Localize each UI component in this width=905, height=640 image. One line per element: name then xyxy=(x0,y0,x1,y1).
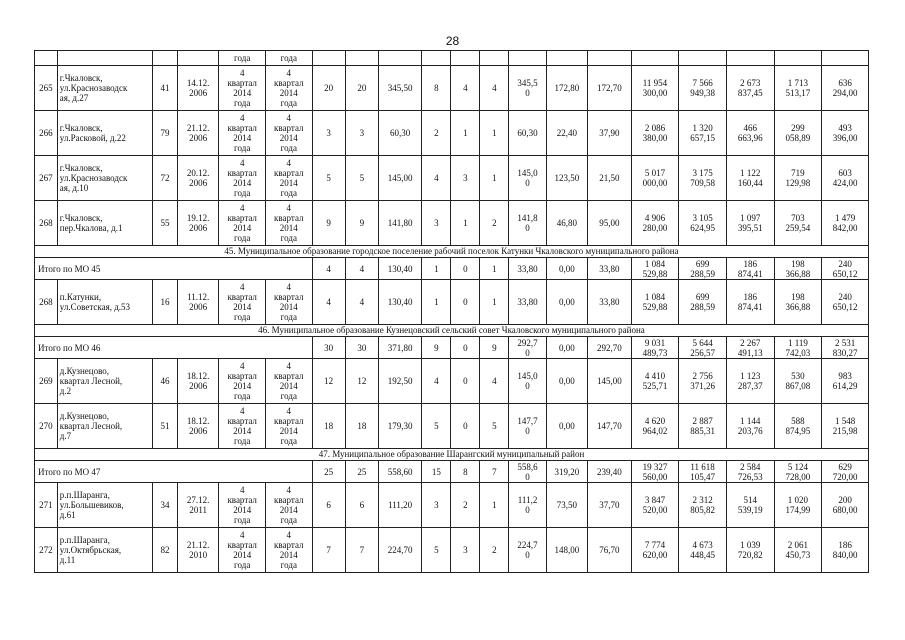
value-cell: 2 267 491,13 xyxy=(726,337,774,359)
value-cell: 9 xyxy=(422,337,451,359)
date-cell: 20.12. 2006 xyxy=(177,156,218,201)
value-cell: 240 650,12 xyxy=(822,258,869,280)
date-cell: 18.12. 2006 xyxy=(177,404,218,449)
value-cell: 25 xyxy=(345,461,378,483)
section-title: 46. Муниципальное образование Кузнецовский сельский совет Чкаловского муниципального района xyxy=(35,325,869,337)
page-number: 28 xyxy=(445,34,460,48)
value-cell: 371,80 xyxy=(378,337,422,359)
value-cell: 172,80 xyxy=(546,66,587,111)
cell xyxy=(57,51,152,66)
plan-date-cell: 4 квартал 2014 года xyxy=(266,111,313,156)
date-cell: 18.12. 2006 xyxy=(177,359,218,404)
value-cell: 186 840,00 xyxy=(822,528,869,573)
value-cell: 1 122 160,44 xyxy=(726,156,774,201)
value-cell: 198 366,88 xyxy=(774,280,822,325)
value-cell: 9 xyxy=(312,201,345,246)
value-cell: 5 xyxy=(422,528,451,573)
value-cell: 130,40 xyxy=(378,280,422,325)
value-cell: 2 312 805,82 xyxy=(679,483,727,528)
value-cell: 73,50 xyxy=(546,483,587,528)
value-cell: 3 xyxy=(451,528,480,573)
table-row xyxy=(35,66,869,111)
plan-date-cell: 4 квартал 2014 года xyxy=(266,528,313,573)
value-cell: 1 713 513,17 xyxy=(774,66,822,111)
date-cell: 21.12. 2010 xyxy=(177,528,218,573)
cell xyxy=(679,51,727,66)
value-cell: 1 xyxy=(480,280,509,325)
cell xyxy=(177,51,218,66)
date-cell: 21.12. 2006 xyxy=(177,111,218,156)
value-cell: 0,00 xyxy=(546,258,587,280)
value-cell: 22,40 xyxy=(546,111,587,156)
plan-date-cell: 4 квартал 2014 года xyxy=(219,201,266,246)
value-cell: 588 874,95 xyxy=(774,404,822,449)
value-cell: 1 039 720,82 xyxy=(726,528,774,573)
value-cell: 629 720,00 xyxy=(822,461,869,483)
value-cell: 1 xyxy=(451,201,480,246)
cell xyxy=(451,51,480,66)
value-cell: 2 673 837,45 xyxy=(726,66,774,111)
value-cell: 147,7 0 xyxy=(509,404,546,449)
cell xyxy=(378,51,422,66)
value-cell: 1 xyxy=(480,258,509,280)
value-cell: 703 259,54 xyxy=(774,201,822,246)
value-cell: 224,7 0 xyxy=(509,528,546,573)
value-cell: 3 xyxy=(422,201,451,246)
value-cell: 0,00 xyxy=(546,359,587,404)
value-cell: 179,30 xyxy=(378,404,422,449)
value-cell: 41 xyxy=(153,66,178,111)
value-cell: 21,50 xyxy=(588,156,632,201)
section-title: 45. Муниципальное образование городское поселение рабочий поселок Катунки Чкаловского муниципального района xyxy=(35,246,869,258)
plan-date-cell: 4 квартал 2014 года xyxy=(219,404,266,449)
value-cell: 2 061 450,73 xyxy=(774,528,822,573)
value-cell: 7 xyxy=(345,528,378,573)
value-cell: 11 618 105,47 xyxy=(679,461,727,483)
table-row xyxy=(35,483,869,528)
value-cell: 15 xyxy=(422,461,451,483)
table-row xyxy=(35,359,869,404)
value-cell: 0 xyxy=(451,337,480,359)
header-cell: года xyxy=(219,51,266,66)
value-cell: 79 xyxy=(153,111,178,156)
value-cell: 1 479 842,00 xyxy=(822,201,869,246)
value-cell: 30 xyxy=(312,337,345,359)
value-cell: 224,70 xyxy=(378,528,422,573)
value-cell: 3 847 520,00 xyxy=(631,483,679,528)
row-number: 272 xyxy=(35,528,58,573)
table-row xyxy=(35,111,869,156)
value-cell: 20 xyxy=(312,66,345,111)
value-cell: 145,00 xyxy=(378,156,422,201)
value-cell: 141,80 xyxy=(378,201,422,246)
value-cell: 2 887 885,31 xyxy=(679,404,727,449)
value-cell: 20 xyxy=(345,66,378,111)
value-cell: 130,40 xyxy=(378,258,422,280)
value-cell: 0,00 xyxy=(546,404,587,449)
plan-date-cell: 4 квартал 2014 года xyxy=(266,66,313,111)
value-cell: 192,50 xyxy=(378,359,422,404)
value-cell: 7 566 949,38 xyxy=(679,66,727,111)
value-cell: 2 086 380,00 xyxy=(631,111,679,156)
header-fragment-row xyxy=(35,51,869,66)
value-cell: 3 xyxy=(345,111,378,156)
plan-date-cell: 4 квартал 2014 года xyxy=(266,404,313,449)
section-header-row xyxy=(35,325,869,337)
value-cell: 6 xyxy=(345,483,378,528)
value-cell: 7 xyxy=(312,528,345,573)
value-cell: 699 288,59 xyxy=(679,280,727,325)
value-cell: 0,00 xyxy=(546,280,587,325)
value-cell: 0 xyxy=(451,258,480,280)
value-cell: 239,40 xyxy=(588,461,632,483)
value-cell: 8 xyxy=(451,461,480,483)
value-cell: 33,80 xyxy=(588,258,632,280)
value-cell: 603 424,00 xyxy=(822,156,869,201)
address-cell: р.п.Шаранга, ул.Октябрьская, д.11 xyxy=(57,528,152,573)
value-cell: 3 105 624,95 xyxy=(679,201,727,246)
value-cell: 198 366,88 xyxy=(774,258,822,280)
value-cell: 200 680,00 xyxy=(822,483,869,528)
table-row xyxy=(35,156,869,201)
value-cell: 46 xyxy=(153,359,178,404)
value-cell: 4 410 525,71 xyxy=(631,359,679,404)
value-cell: 699 288,59 xyxy=(679,258,727,280)
plan-date-cell: 4 квартал 2014 года xyxy=(219,156,266,201)
value-cell: 1 097 395,51 xyxy=(726,201,774,246)
value-cell: 2 xyxy=(422,111,451,156)
value-cell: 111,2 0 xyxy=(509,483,546,528)
plan-date-cell: 4 квартал 2014 года xyxy=(219,280,266,325)
plan-date-cell: 4 квартал 2014 года xyxy=(219,66,266,111)
value-cell: 1 119 742,03 xyxy=(774,337,822,359)
address-cell: г.Чкаловск, ул.Краснозаводск ая, д.27 xyxy=(57,66,152,111)
section-title: 47. Муниципальное образование Шарангский муниципальный район xyxy=(35,449,869,461)
value-cell: 1 084 529,88 xyxy=(631,258,679,280)
value-cell: 123,50 xyxy=(546,156,587,201)
value-cell: 345,50 xyxy=(378,66,422,111)
value-cell: 186 874,41 xyxy=(726,280,774,325)
value-cell: 4 xyxy=(480,359,509,404)
cell xyxy=(588,51,632,66)
value-cell: 0 xyxy=(451,404,480,449)
value-cell: 60,30 xyxy=(509,111,546,156)
housing-program-table xyxy=(34,50,869,573)
plan-date-cell: 4 квартал 2014 года xyxy=(266,156,313,201)
value-cell: 2 531 830,27 xyxy=(822,337,869,359)
value-cell: 0 xyxy=(451,280,480,325)
value-cell: 6 xyxy=(312,483,345,528)
value-cell: 3 xyxy=(312,111,345,156)
value-cell: 186 874,41 xyxy=(726,258,774,280)
row-number: 271 xyxy=(35,483,58,528)
value-cell: 37,70 xyxy=(588,483,632,528)
cell xyxy=(509,51,546,66)
value-cell: 1 548 215,98 xyxy=(822,404,869,449)
value-cell: 1 xyxy=(422,280,451,325)
value-cell: 1 320 657,15 xyxy=(679,111,727,156)
value-cell: 5 xyxy=(345,156,378,201)
total-label: Итого по МО 47 xyxy=(35,461,313,483)
total-row xyxy=(35,258,869,280)
cell xyxy=(422,51,451,66)
value-cell: 34 xyxy=(153,483,178,528)
value-cell: 82 xyxy=(153,528,178,573)
plan-date-cell: 4 квартал 2014 года xyxy=(266,201,313,246)
value-cell: 7 774 620,00 xyxy=(631,528,679,573)
address-cell: г.Чкаловск, пер.Чкалова, д.1 xyxy=(57,201,152,246)
value-cell: 0 xyxy=(451,359,480,404)
value-cell: 4 xyxy=(345,280,378,325)
plan-date-cell: 4 квартал 2014 года xyxy=(219,483,266,528)
plan-date-cell: 4 квартал 2014 года xyxy=(266,483,313,528)
cell xyxy=(631,51,679,66)
value-cell: 1 xyxy=(451,111,480,156)
address-cell: г.Чкаловск, ул.Краснозаводск ая, д.10 xyxy=(57,156,152,201)
cell xyxy=(546,51,587,66)
value-cell: 2 xyxy=(480,528,509,573)
value-cell: 9 xyxy=(480,337,509,359)
address-cell: д.Кузнецово, квартал Лесной, д.2 xyxy=(57,359,152,404)
row-number: 265 xyxy=(35,66,58,111)
plan-date-cell: 4 квартал 2014 года xyxy=(266,280,313,325)
value-cell: 240 650,12 xyxy=(822,280,869,325)
value-cell: 719 129,98 xyxy=(774,156,822,201)
cell xyxy=(822,51,869,66)
section-header-row xyxy=(35,246,869,258)
value-cell: 5 124 728,00 xyxy=(774,461,822,483)
value-cell: 16 xyxy=(153,280,178,325)
value-cell: 11 954 300,00 xyxy=(631,66,679,111)
value-cell: 19 327 560,00 xyxy=(631,461,679,483)
value-cell: 30 xyxy=(345,337,378,359)
value-cell: 60,30 xyxy=(378,111,422,156)
value-cell: 145,0 0 xyxy=(509,359,546,404)
value-cell: 141,8 0 xyxy=(509,201,546,246)
value-cell: 299 058,89 xyxy=(774,111,822,156)
value-cell: 4 xyxy=(451,66,480,111)
row-number: 267 xyxy=(35,156,58,201)
value-cell: 9 xyxy=(345,201,378,246)
total-row xyxy=(35,337,869,359)
value-cell: 18 xyxy=(312,404,345,449)
total-row xyxy=(35,461,869,483)
value-cell: 636 294,00 xyxy=(822,66,869,111)
value-cell: 76,70 xyxy=(588,528,632,573)
value-cell: 466 663,96 xyxy=(726,111,774,156)
value-cell: 147,70 xyxy=(588,404,632,449)
value-cell: 4 xyxy=(480,66,509,111)
value-cell: 1 xyxy=(480,111,509,156)
value-cell: 2 584 726,53 xyxy=(726,461,774,483)
value-cell: 1 xyxy=(480,156,509,201)
row-number: 269 xyxy=(35,359,58,404)
date-cell: 11.12. 2006 xyxy=(177,280,218,325)
value-cell: 2 756 371,26 xyxy=(679,359,727,404)
value-cell: 18 xyxy=(345,404,378,449)
row-number: 268 xyxy=(35,201,58,246)
section-header-row xyxy=(35,449,869,461)
value-cell: 558,6 0 xyxy=(509,461,546,483)
value-cell: 145,0 0 xyxy=(509,156,546,201)
plan-date-cell: 4 квартал 2014 года xyxy=(219,111,266,156)
date-cell: 19.12. 2006 xyxy=(177,201,218,246)
cell xyxy=(35,51,58,66)
cell xyxy=(153,51,178,66)
value-cell: 2 xyxy=(451,483,480,528)
table-row xyxy=(35,528,869,573)
value-cell: 72 xyxy=(153,156,178,201)
table-row xyxy=(35,404,869,449)
value-cell: 514 539,19 xyxy=(726,483,774,528)
value-cell: 5 xyxy=(480,404,509,449)
plan-date-cell: 4 квартал 2014 года xyxy=(219,528,266,573)
row-number: 266 xyxy=(35,111,58,156)
value-cell: 4 906 280,00 xyxy=(631,201,679,246)
value-cell: 2 xyxy=(480,201,509,246)
value-cell: 1 020 174,99 xyxy=(774,483,822,528)
value-cell: 3 xyxy=(451,156,480,201)
address-cell: п.Катунки, ул.Советская, д.53 xyxy=(57,280,152,325)
plan-date-cell: 4 квартал 2014 года xyxy=(266,359,313,404)
value-cell: 4 xyxy=(345,258,378,280)
date-cell: 14.12. 2006 xyxy=(177,66,218,111)
value-cell: 55 xyxy=(153,201,178,246)
table-body xyxy=(35,51,869,573)
value-cell: 4 xyxy=(312,280,345,325)
value-cell: 33,80 xyxy=(588,280,632,325)
value-cell: 1 xyxy=(422,258,451,280)
cell xyxy=(345,51,378,66)
address-cell: г.Чкаловск, ул.Расковой, д.22 xyxy=(57,111,152,156)
value-cell: 4 673 448,45 xyxy=(679,528,727,573)
value-cell: 111,20 xyxy=(378,483,422,528)
address-cell: д.Кузнецово, квартал Лесной, д.7 xyxy=(57,404,152,449)
value-cell: 4 xyxy=(422,156,451,201)
value-cell: 0,00 xyxy=(546,337,587,359)
value-cell: 9 031 489,73 xyxy=(631,337,679,359)
cell xyxy=(312,51,345,66)
value-cell: 3 xyxy=(422,483,451,528)
row-number: 268 xyxy=(35,280,58,325)
value-cell: 51 xyxy=(153,404,178,449)
row-number: 270 xyxy=(35,404,58,449)
value-cell: 12 xyxy=(345,359,378,404)
value-cell: 172,70 xyxy=(588,66,632,111)
value-cell: 1 084 529,88 xyxy=(631,280,679,325)
value-cell: 1 144 203,76 xyxy=(726,404,774,449)
value-cell: 95,00 xyxy=(588,201,632,246)
cell xyxy=(726,51,774,66)
value-cell: 983 614,29 xyxy=(822,359,869,404)
value-cell: 1 xyxy=(480,483,509,528)
value-cell: 5 644 256,57 xyxy=(679,337,727,359)
value-cell: 145,00 xyxy=(588,359,632,404)
table-row xyxy=(35,280,869,325)
value-cell: 319,20 xyxy=(546,461,587,483)
value-cell: 33,80 xyxy=(509,280,546,325)
value-cell: 33,80 xyxy=(509,258,546,280)
date-cell: 27.12. 2011 xyxy=(177,483,218,528)
value-cell: 558,60 xyxy=(378,461,422,483)
value-cell: 4 xyxy=(312,258,345,280)
value-cell: 46,80 xyxy=(546,201,587,246)
value-cell: 493 396,00 xyxy=(822,111,869,156)
value-cell: 292,7 0 xyxy=(509,337,546,359)
total-label: Итого по МО 45 xyxy=(35,258,313,280)
value-cell: 4 620 964,02 xyxy=(631,404,679,449)
address-cell: р.п.Шаранга, ул.Большевиков, д.61 xyxy=(57,483,152,528)
value-cell: 37,90 xyxy=(588,111,632,156)
value-cell: 4 xyxy=(422,359,451,404)
value-cell: 5 017 000,00 xyxy=(631,156,679,201)
plan-date-cell: 4 квартал 2014 года xyxy=(219,359,266,404)
value-cell: 8 xyxy=(422,66,451,111)
value-cell: 5 xyxy=(312,156,345,201)
value-cell: 25 xyxy=(312,461,345,483)
total-label: Итого по МО 46 xyxy=(35,337,313,359)
value-cell: 3 175 709,58 xyxy=(679,156,727,201)
cell xyxy=(480,51,509,66)
value-cell: 7 xyxy=(480,461,509,483)
value-cell: 1 123 287,37 xyxy=(726,359,774,404)
value-cell: 345,5 0 xyxy=(509,66,546,111)
value-cell: 148,00 xyxy=(546,528,587,573)
table-row xyxy=(35,201,869,246)
header-cell: года xyxy=(266,51,313,66)
value-cell: 5 xyxy=(422,404,451,449)
value-cell: 12 xyxy=(312,359,345,404)
cell xyxy=(774,51,822,66)
value-cell: 530 867,08 xyxy=(774,359,822,404)
value-cell: 292,70 xyxy=(588,337,632,359)
